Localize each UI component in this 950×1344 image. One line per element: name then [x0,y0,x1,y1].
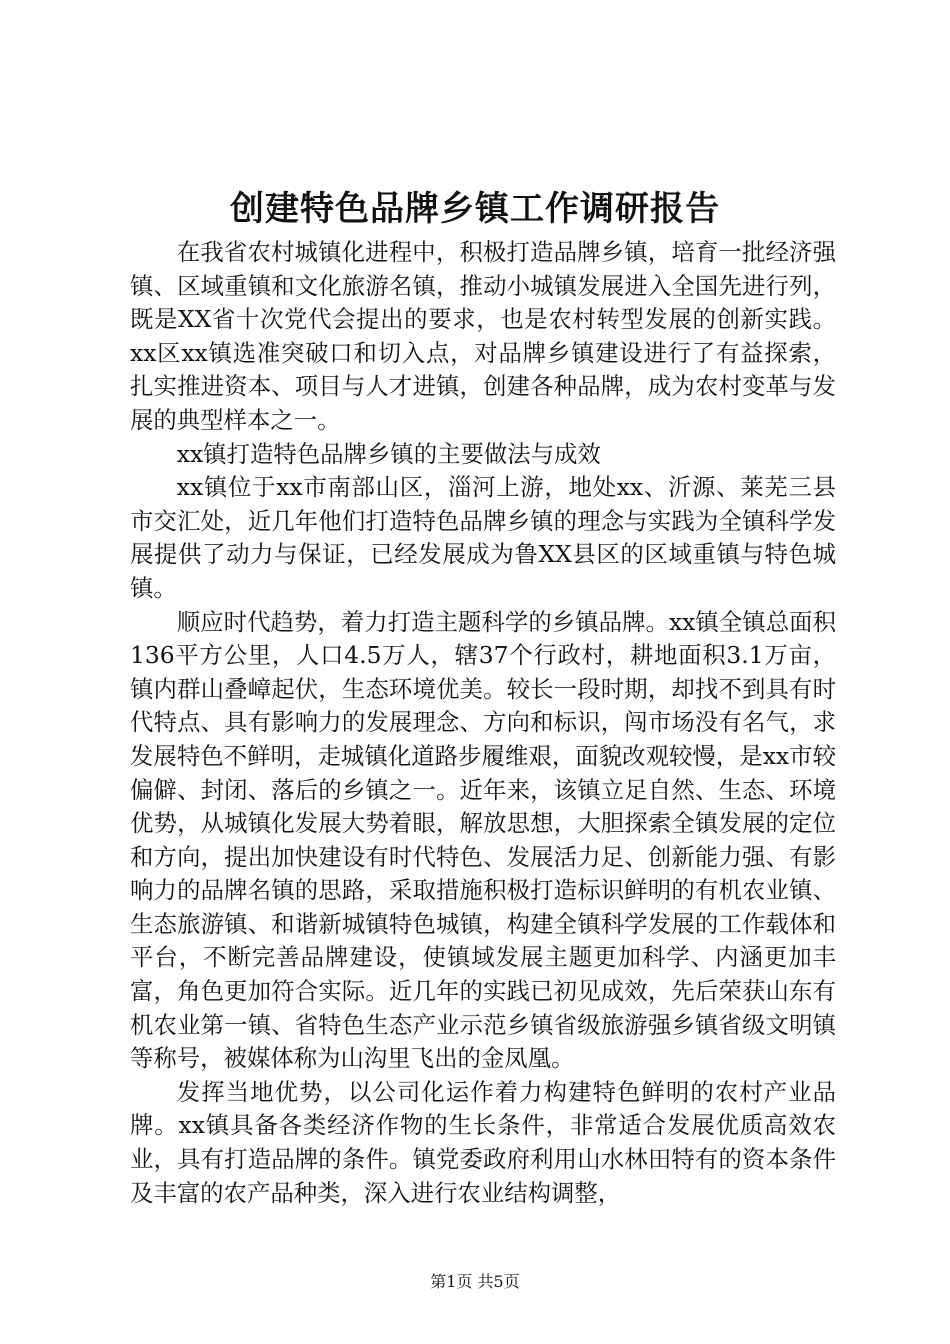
paragraph-location: xx镇位于xx市南部山区，淄河上游，地处xx、沂源、莱芜三县市交汇处，近几年他们打造特色品牌乡镇的理念与实践为全镇科学发展提供了动力与保证，已经发展成为鲁XX县区的区域重镇与特色城镇。 [130,473,836,602]
section-heading: xx镇打造特色品牌乡镇的主要做法与成效 [176,439,601,468]
paragraph-industry-brand: 发挥当地优势，以公司化运作着力构建特色鲜明的农村产业品牌。xx镇具备各类经济作物的生长条件，非常适合发展优质高效农业，具有打造品牌的条件。镇党委政府利用山水林田特有的资本条件及丰富的农产品种类，深入进行农业结构调整， [130,1077,836,1207]
document-body [130,236,836,1210]
paragraph-intro: 在我省农村城镇化进程中，积极打造品牌乡镇，培育一批经济强镇、区域重镇和文化旅游名镇，推动小城镇发展进入全国先进行列，既是XX省十次党代会提出的要求，也是农村转型发展的创新实践。xx区xx镇选准突破口和切入点，对品牌乡镇建设进行了有益探索，扎实推进资本、项目与人才进镇，创建各种品牌，成为农村变革与发展的典型样本之一。 [130,238,836,434]
document-title: 创建特色品牌乡镇工作调研报告 [230,189,720,229]
page-footer: 第1页 共5页 [430,1272,520,1291]
paragraph-brand-theme: 顺应时代趋势，着力打造主题科学的乡镇品牌。xx镇全镇总面积136平方公里，人口4.5万人，辖37个行政村，耕地面积3.1万亩，镇内群山叠嶂起伏，生态环境优美。较长一段时期，却找不到具有时代特点、具有影响力的发展理念、方向和标识，闯市场没有名气，求发展特色不鲜明，走城镇化道路步履维艰，面貌改观较慢，是xx市较偏僻、封闭、落后的乡镇之一。近年来，该镇立足自然、生态、环境优势，从城镇化发展大势着眼，解放思想，大胆探索全镇发展的定位和方向，提出加快建设有时代特色、发展活力足、创新能力强、有影响力的品牌名镇的思路，采取措施积极打造标识鲜明的有机农业镇、生态旅游镇、和谐新城镇特色城镇，构建全镇科学发展的工作载体和平台，不断完善品牌建设，使镇域发展主题更加科学、内涵更加丰富，角色更加符合实际。近几年的实践已初见成效，先后荣获山东有机农业第一镇、省特色生态产业示范乡镇省级旅游强乡镇省级文明镇等称号，被媒体称为山沟里飞出的金凤凰。 [130,607,836,1073]
